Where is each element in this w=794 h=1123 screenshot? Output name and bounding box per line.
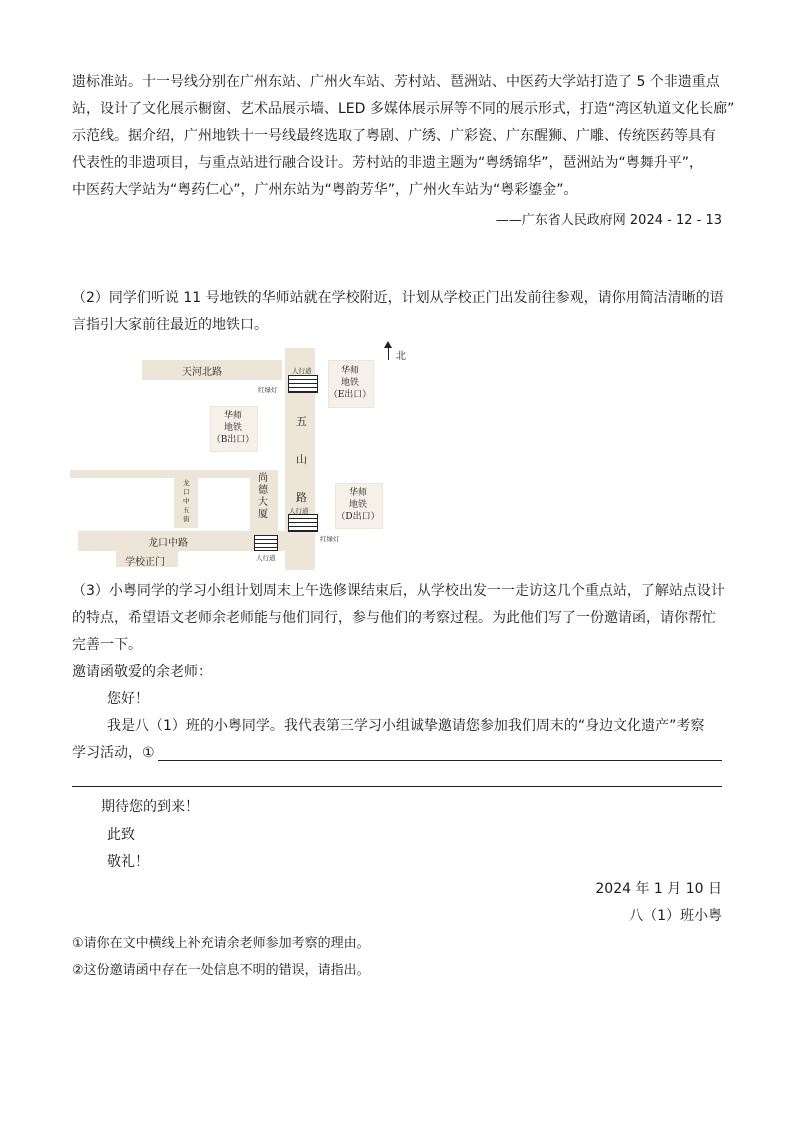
label-wushan-road: 五 山 路 (296, 415, 307, 504)
label-crosswalk: 人行道 (292, 367, 312, 375)
label-traffic-light: 红绿灯 (258, 386, 278, 394)
letter-salutation: 此致 (107, 827, 135, 843)
crosswalk-north (288, 375, 318, 393)
task-item: ①请你在文中横线上补充请余老师参加考察的理由。 (72, 936, 370, 951)
passage-source: ——广东省人民政府网 2024 - 12 - 13 (495, 213, 722, 228)
crosswalk-east (288, 514, 318, 532)
letter-greeting: 您好！ (107, 691, 149, 707)
passage-line: 遗标准站。十一号线分别在广州东站、广州火车站、芳村站、琶洲站、中医药大学站打造了 5 个非遗重点 (72, 74, 720, 90)
label-exit-d: 华师 地铁 （D出口） (336, 488, 380, 522)
label-exit-e: 华师 地铁 （E出口） (328, 366, 372, 400)
label-traffic-light: 红绿灯 (320, 535, 340, 543)
letter-closing: 期待您的到来！ (101, 799, 199, 815)
label-school-gate: 学校正门 (125, 557, 165, 568)
passage-line: 中医药大学站为“粤药仁心”，广州东站为“粤韵芳华”，广州火车站为“粤彩鎏金”。 (72, 182, 578, 198)
label-shangde: 尚 德 大 厦 (258, 473, 268, 520)
letter-heading: 邀请函敬爱的余老师： (72, 664, 212, 680)
road-upper-left (70, 470, 270, 478)
q3-line: 完善一下。 (72, 637, 142, 653)
q2-line: （2）同学们听说 11 号地铁的华师站就在学校附近，计划从学校正门出发前往参观，请你用简洁清晰的语 (72, 290, 724, 306)
crosswalk-south (254, 535, 278, 551)
label-tianhe-road: 天河北路 (182, 367, 222, 378)
label-longkou-5: 龙 口 中 五 街 (183, 479, 190, 523)
label-crosswalk: 人行道 (289, 507, 309, 515)
passage-line: 代表性的非遗项目，与重点站进行融合设计。芳村站的非遗主题为“粤绣锦华”，琶洲站为“粤舞升平”， (72, 155, 704, 171)
task-item: ②这份邀请函中存在一处信息不明的错误，请指出。 (72, 963, 370, 978)
letter-salutation: 敬礼！ (107, 854, 149, 870)
north-arrowhead-icon (384, 341, 392, 348)
letter-body-line: 学习活动，① (72, 745, 155, 761)
passage-line: 示范线。据介绍，广州地铁十一号线最终选取了粤剧、广绣、广彩瓷、广东醒狮、广雕、传统医药等具有 (72, 128, 716, 144)
label-longkou-road: 龙口中路 (148, 538, 188, 549)
answer-blank-1[interactable] (158, 760, 722, 761)
letter-date: 2024 年 1 月 10 日 (595, 881, 722, 897)
q3-line: 的特点，希望语文老师余老师能与他们同行，参与他们的考察过程。为此他们写了一份邀请函，请你帮忙 (72, 610, 716, 626)
label-exit-b: 华师 地铁 （B出口） (211, 411, 255, 445)
q2-line: 言指引大家前往最近的地铁口。 (72, 317, 268, 333)
q3-line: （3）小粤同学的学习小组计划周末上午选修课结束后，从学校出发一一走访这几个重点站，了解站点设计 (72, 583, 725, 599)
answer-blank-2[interactable] (72, 786, 722, 787)
letter-body-line: 我是八（1）班的小粤同学。我代表第三学习小组诚挚邀请您参加我们周末的“身边文化遗产”考察 (107, 718, 705, 734)
label-north: 北 (396, 351, 406, 362)
map (70, 338, 406, 570)
passage-line: 站，设计了文化展示橱窗、艺术品展示墙、LED 多媒体展示屏等不同的展示形式，打造“湾区轨道文化长廊” (72, 101, 735, 117)
letter-signature: 八（1）班小粤 (629, 908, 722, 924)
label-crosswalk: 人行道 (256, 554, 276, 562)
